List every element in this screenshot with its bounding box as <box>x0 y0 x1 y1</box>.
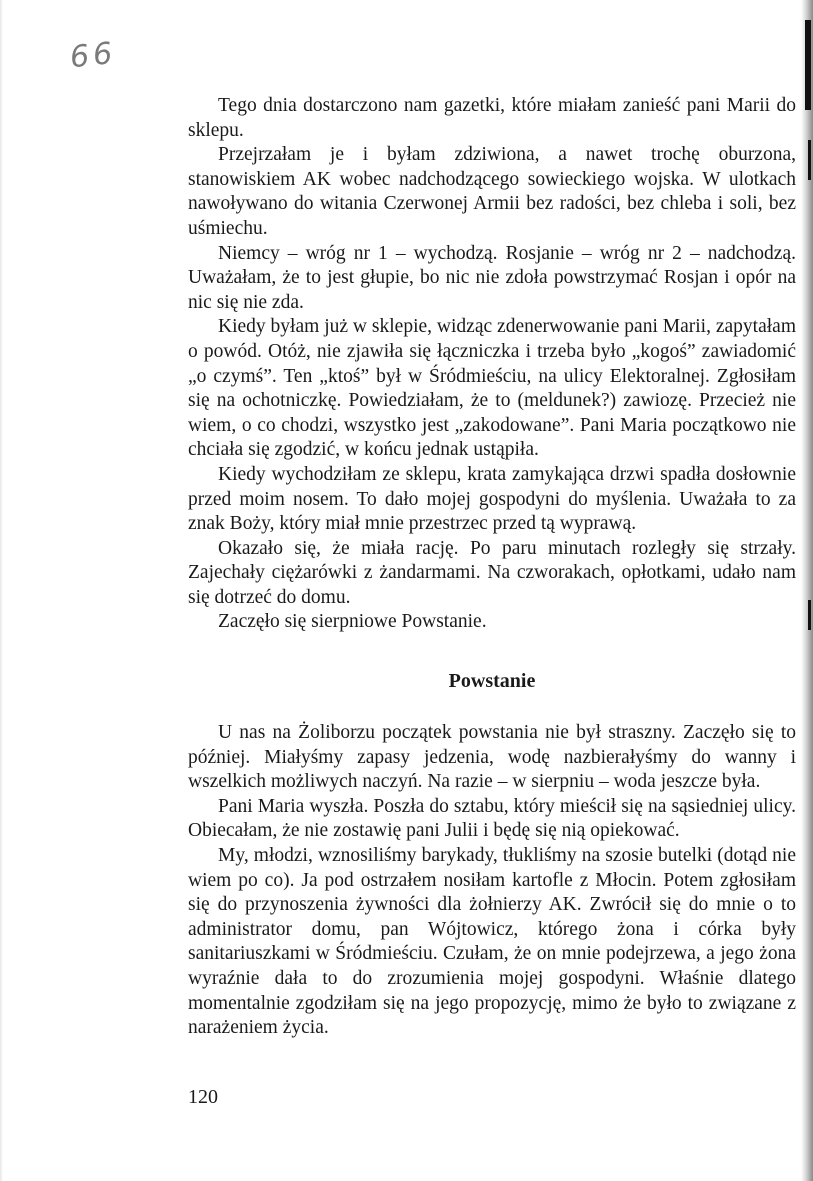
paragraph: Niemcy – wróg nr 1 – wychodzą. Rosjanie – wróg nr 2 – nadchodzą. Uważałam, że to jest głupie, bo nic nie zdoła powstrzymać Rosjan i opór na nic się nie zda. <box>188 242 796 313</box>
paragraph: Pani Maria wyszła. Poszła do sztabu, który mieścił się na sąsiedniej ulicy. Obiecałam, że nie zostawię pani Julii i będę się nią opiekować. <box>188 795 796 842</box>
scan-right-edge <box>801 0 813 1181</box>
paragraph: Kiedy wychodziłam ze sklepu, krata zamykająca drzwi spadła dosłownie przed moim nosem. To dało mojej gospodyni do myślenia. Uważała to za znak Boży, który miał mnie przestrzec przed tą wyprawą. <box>188 463 796 535</box>
scan-mark <box>808 140 811 180</box>
section-heading: Powstanie <box>448 670 536 693</box>
paragraph: Przejrzałam je i byłam zdziwiona, a nawet trochę oburzona, stanowiskiem AK wobec nadchodzącego sowieckiego wojska. W ulotkach nawoływano do witania Czerwonej Armii bez radości, bez chleba i soli, bez uśmiechu. <box>188 144 796 239</box>
paragraph: My, młodzi, wznosiliśmy barykady, tłukliśmy na szosie butelki (dotąd nie wiem po co). Ja pod ostrzałem nosiłam kartofle z Młocin. Potem zgłosiłam się do przynoszenia żywności dla żołnierzy AK. Zwrócił się do mnie o to administrator domu, pan Wójtowicz, którego żona i córka były sanitariuszkami w Śródmieściu. Czułam, że on mnie podejrzewa, a jego żona wyraźnie dała to do zrozumienia mojej gospodyni. Właśnie dlatego momentalnie zgodziłam się na jego propozycję, mimo że było to związane z narażeniem życia. <box>188 845 796 1039</box>
page-text <box>188 94 796 1041</box>
paragraph: Kiedy byłam już w sklepie, widząc zdenerwowanie pani Marii, zapytałam o powód. Otóż, nie zjawiła się łączniczka i trzeba było „kogoś” zawiadomić „o czymś”. Ten „ktoś” był w Śródmieściu, na ulicy Elektoralnej. Zgłosiłam się na ochotniczkę. Powiedziałam, że to (meldunek?) zawiozę. Przecież nie wiem, o co chodzi, wszystko jest „zakodowane”. Pani Maria początkowo nie chciała się zgodzić, w końcu jednak ustąpiła. <box>188 316 796 461</box>
scan-mark <box>805 20 811 110</box>
handwritten-page-note: 66 <box>68 35 118 76</box>
scan-left-edge <box>0 0 3 1181</box>
paragraph: U nas na Żoliborzu początek powstania nie był straszny. Zaczęło się to później. Miałyśmy zapasy jedzenia, wodę nazbierałyśmy do wanny i wszelkich możliwych naczyń. Na razie – w sierpniu – woda jeszcze była. <box>188 722 796 793</box>
page-number: 120 <box>188 1086 218 1108</box>
scan-mark <box>808 600 811 630</box>
paragraph: Tego dnia dostarczono nam gazetki, które miałam zanieść pani Marii do sklepu. <box>188 95 796 141</box>
paragraph: Zaczęło się sierpniowe Powstanie. <box>218 611 487 633</box>
paragraph: Okazało się, że miała rację. Po paru minutach rozległy się strzały. Zajechały ciężarówki z żandarmami. Na czworakach, opłotkami, udało nam się dotrzeć do domu. <box>188 537 796 608</box>
